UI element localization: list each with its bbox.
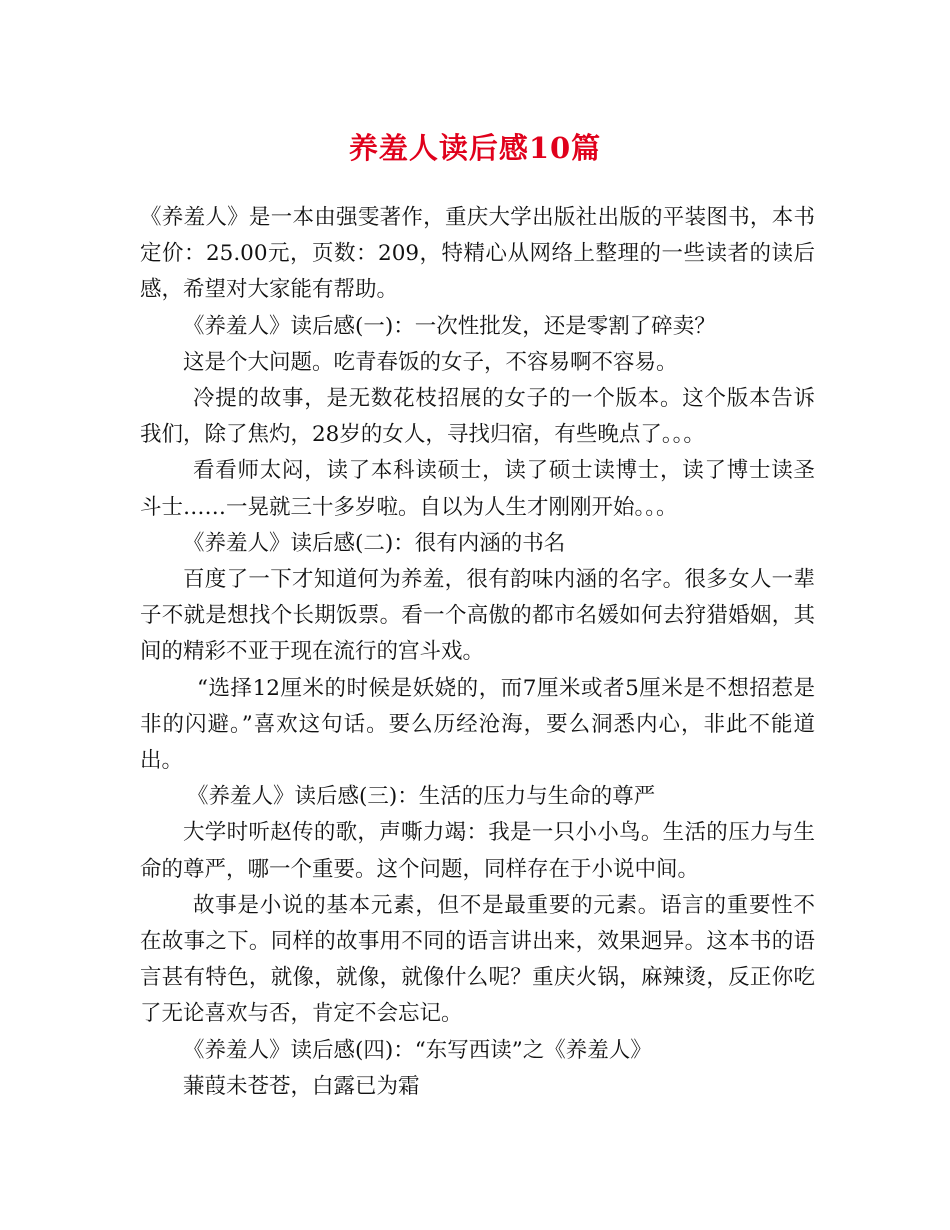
body-paragraph: 百度了一下才知道何为养羞，很有韵味内涵的名字。很多女人一辈子不就是想找个长期饭票。看一个高傲的都市名媛如何去狩猎婚姻，其间的精彩不亚于现在流行的宫斗戏。 (140, 567, 815, 665)
body-paragraph: 冷提的故事，是无数花枝招展的女子的一个版本。这个版本告诉我们，除了焦灼，28岁的女人，寻找归宿，有些晚点了。。。 (140, 386, 815, 448)
body-paragraph: 蒹葭未苍苍，白露已为霜 (183, 1073, 420, 1099)
section-heading-2: 《养羞人》读后感(二)：很有内涵的书名 (183, 530, 566, 556)
intro-paragraph: 《养羞人》是一本由强雯著作，重庆大学出版社出版的平装图书，本书定价：25.00元，页数：209，特精心从网络上整理的一些读者的读后感，希望对大家能有帮助。 (140, 205, 815, 303)
body-paragraph: 这是个大问题。吃青春饭的女子，不容易啊不容易。 (183, 349, 678, 375)
body-paragraph: 故事是小说的基本元素，但不是最重要的元素。语言的重要性不在故事之下。同样的故事用不同的语言讲出来，效果迥异。这本书的语言甚有特色，就像，就像，就像什么呢？重庆火锅，麻辣烫，反正你吃了无论喜欢与否，肯定不会忘记。 (140, 892, 815, 1027)
document-body (140, 200, 815, 1105)
body-paragraph: 大学时听赵传的歌，声嘶力竭：我是一只小小鸟。生活的压力与生命的尊严，哪一个重要。这个问题，同样存在于小说中间。 (140, 820, 815, 882)
section-heading-4: 《养羞人》读后感(四)：“东写西读”之《养羞人》 (183, 1037, 652, 1063)
body-paragraph: “选择12厘米的时候是妖娆的，而7厘米或者5厘米是不想招惹是非的闪避。”喜欢这句话。要么历经沧海，要么洞悉内心，非此不能道出。 (140, 675, 815, 774)
section-heading-1: 《养羞人》读后感(一)：一次性批发，还是零割了碎卖？ (183, 313, 716, 339)
body-paragraph: 看看师太闷，读了本科读硕士，读了硕士读博士，读了博士读圣斗士……一晃就三十多岁啦。自以为人生才刚刚开始。。。 (140, 458, 815, 520)
section-heading-3: 《养羞人》读后感(三)：生活的压力与生命的尊严 (187, 784, 656, 810)
document-title: 养羞人读后感10篇 (348, 131, 602, 165)
